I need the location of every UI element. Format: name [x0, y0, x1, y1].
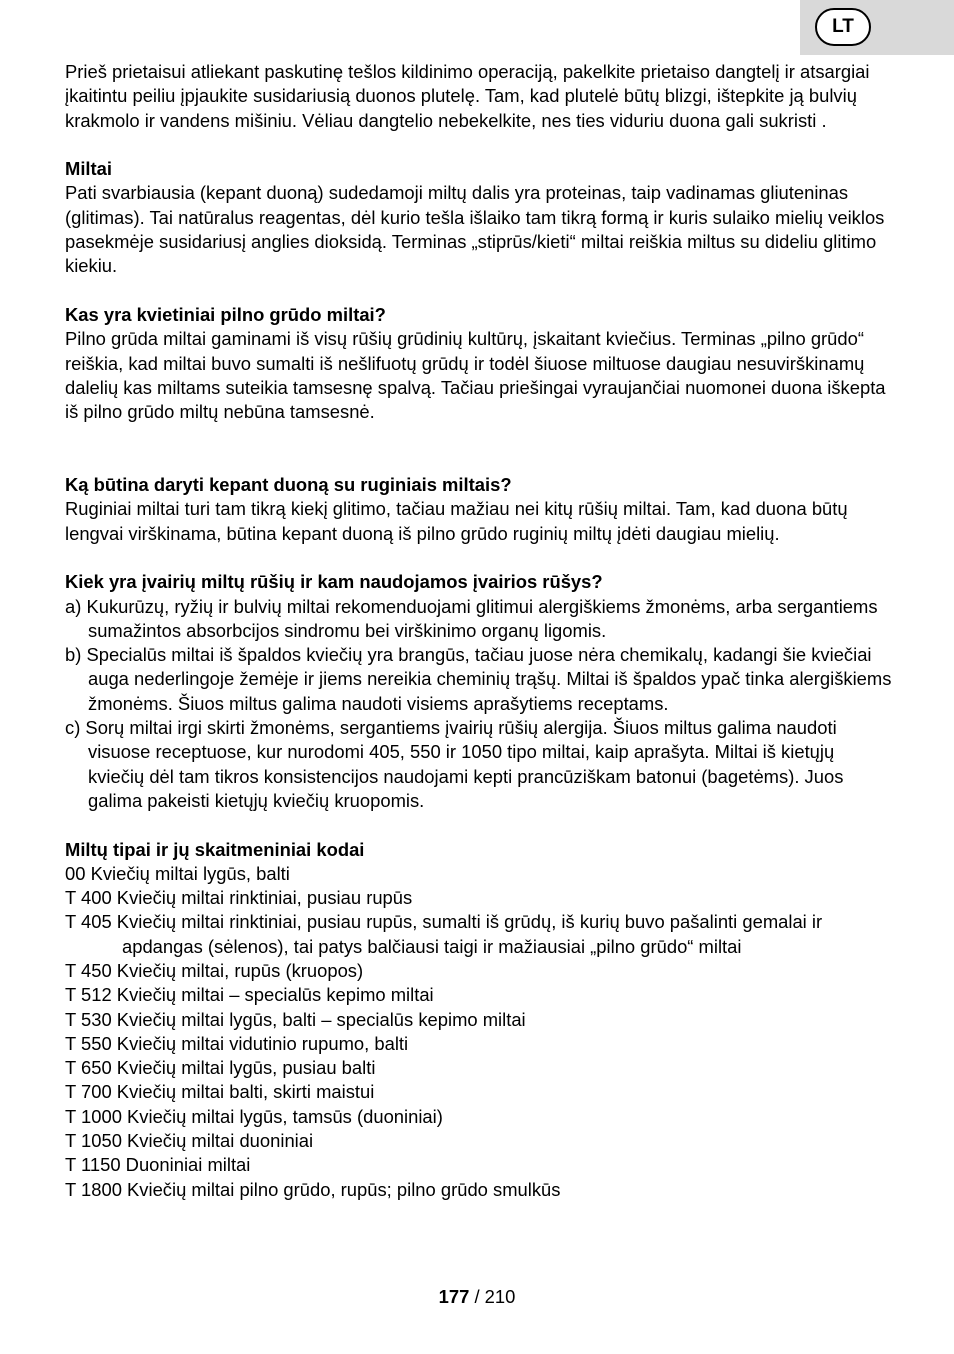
- page-number: [0, 1285, 954, 1309]
- section-body-rye: Ruginiai miltai turi tam tikrą kiekį glitimo, tačiau mažiau nei kitų rūšių miltai. Tam, kad duona būtų lengvai virškinama, būtina kepant duoną iš pilno grūdo ruginių miltų įdėti daugiau mielių.: [65, 498, 848, 544]
- language-tab: [800, 0, 954, 55]
- flour-type-item: 00 Kviečių miltai lygūs, balti: [65, 862, 290, 884]
- list-item: b) Specialūs miltai iš špaldos kviečių yra brangūs, tačiau juose nėra chemikalų, kadangi šie kviečiai auga nederlingoje žemėje ir jiems nereikia cheminių trąšų. Miltai iš špaldos ypač tinka alergiškiems žmonėms. Šiuos miltus galima naudoti visiems aprašytiems receptams.: [65, 644, 892, 714]
- list-item: a) Kukurūzų, ryžių ir bulvių miltai rekomenduojami glitimui alergiškiems žmonėms, arba sergantiems sumažintos absorbcijos sindromu bei virškinimo organų ligomis.: [65, 595, 878, 641]
- flour-type-item: T 405 Kviečių miltai rinktiniai, pusiau rupūs, sumalti iš grūdų, iš kurių buvo pašalinti gemalai ir apdangas (sėlenos), tai patys balčiausi taigi ir mažiausiai „pilno grūdo“ miltai: [65, 911, 823, 957]
- section-heading-rye: Ką būtina daryti kepant duoną su ruginiais miltais?: [65, 474, 512, 496]
- language-badge: LT: [815, 8, 871, 46]
- flour-type-item: T 1050 Kviečių miltai duoniniai: [65, 1130, 314, 1152]
- flour-type-item: T 550 Kviečių miltai vidutinio rupumo, balti: [65, 1032, 409, 1054]
- total-pages: / 210: [474, 1286, 516, 1307]
- flour-type-item: T 1000 Kviečių miltai lygūs, tamsūs (duoniniai): [65, 1105, 443, 1127]
- flour-type-item: T 700 Kviečių miltai balti, skirti maistui: [65, 1081, 375, 1103]
- flour-type-item: T 530 Kviečių miltai lygūs, balti – specialūs kepimo miltai: [65, 1008, 526, 1030]
- flour-type-item: T 450 Kviečių miltai, rupūs (kruopos): [65, 959, 364, 981]
- current-page: 177: [438, 1286, 470, 1307]
- section-heading-whole-grain: Kas yra kvietiniai pilno grūdo miltai?: [65, 303, 386, 325]
- list-item: c) Sorų miltai irgi skirti žmonėms, sergantiems įvairių rūšių alergija. Šiuos miltus galima naudoti visuose receptuose, kur nurodomi 405, 550 ir 1050 tipo miltai, kaip aprašyta. Miltai iš kietųjų kviečių dėl tam tikros konsistencijos naudojami kepti prancūziškam batonui (bagetėms). Juos galima pakeisti kietųjų kviečių kruopomis.: [65, 717, 844, 811]
- page-content: [65, 60, 895, 1202]
- section-heading-flour-codes: Miltų tipai ir jų skaitmeniniai kodai: [65, 838, 365, 860]
- section-body-whole-grain: Pilno grūda miltai gaminami iš visų rūšių grūdinių kultūrų, įskaitant kviečius. Terminas „pilno grūdo“ reiškia, kad miltai buvo sumalti iš nešlifuotų grūdų ir todėl šiuose miltuose daugiau nesuvirškinamų dalelių kas miltams suteikia tamsesnę spalvą. Tačiau priešingai vyraujančiai nuomonei duona iškepta iš pilno grūdo miltų nebūna tamsesnė.: [65, 328, 886, 423]
- section-body-miltai: Pati svarbiausia (kepant duoną) sudedamoji miltų dalis yra proteinas, taip vadinamas gliuteninas (glitimas). Tai natūralus reagentas, dėl kurio tešla išlaiko tam tikrą formą ir kuris sulaiko mielių veiklos pasekmėje susidariusį anglies dioksidą. Terminas „stiprūs/kieti“ miltai reiškia miltus su dideliu glitimo kiekiu.: [65, 182, 885, 277]
- intro-paragraph: Prieš prietaisui atliekant paskutinę tešlos kildinimo operaciją, pakelkite prietaiso dangtelį ir atsargiai įkaitintu peiliu įpjaukite susidariusią duonos plutelę. Tam, kad plutelė būtų blizgi, ištepkite ją bulvių krakmolo ir vandens mišiniu. Vėliau dangtelio nebekelkite, nes ties viduriu duona gali sukristi .: [65, 61, 870, 131]
- section-heading-miltai: Miltai: [65, 158, 113, 180]
- section-heading-flour-kinds: Kiek yra įvairių miltų rūšių ir kam naudojamos įvairios rūšys?: [65, 571, 603, 593]
- flour-type-item: T 400 Kviečių miltai rinktiniai, pusiau rupūs: [65, 887, 413, 909]
- flour-type-item: T 1150 Duoniniai miltai: [65, 1154, 251, 1176]
- flour-type-item: T 650 Kviečių miltai lygūs, pusiau balti: [65, 1057, 376, 1079]
- flour-type-item: T 512 Kviečių miltai – specialūs kepimo miltai: [65, 984, 434, 1006]
- flour-type-item: T 1800 Kviečių miltai pilno grūdo, rupūs; pilno grūdo smulkūs: [65, 1178, 561, 1200]
